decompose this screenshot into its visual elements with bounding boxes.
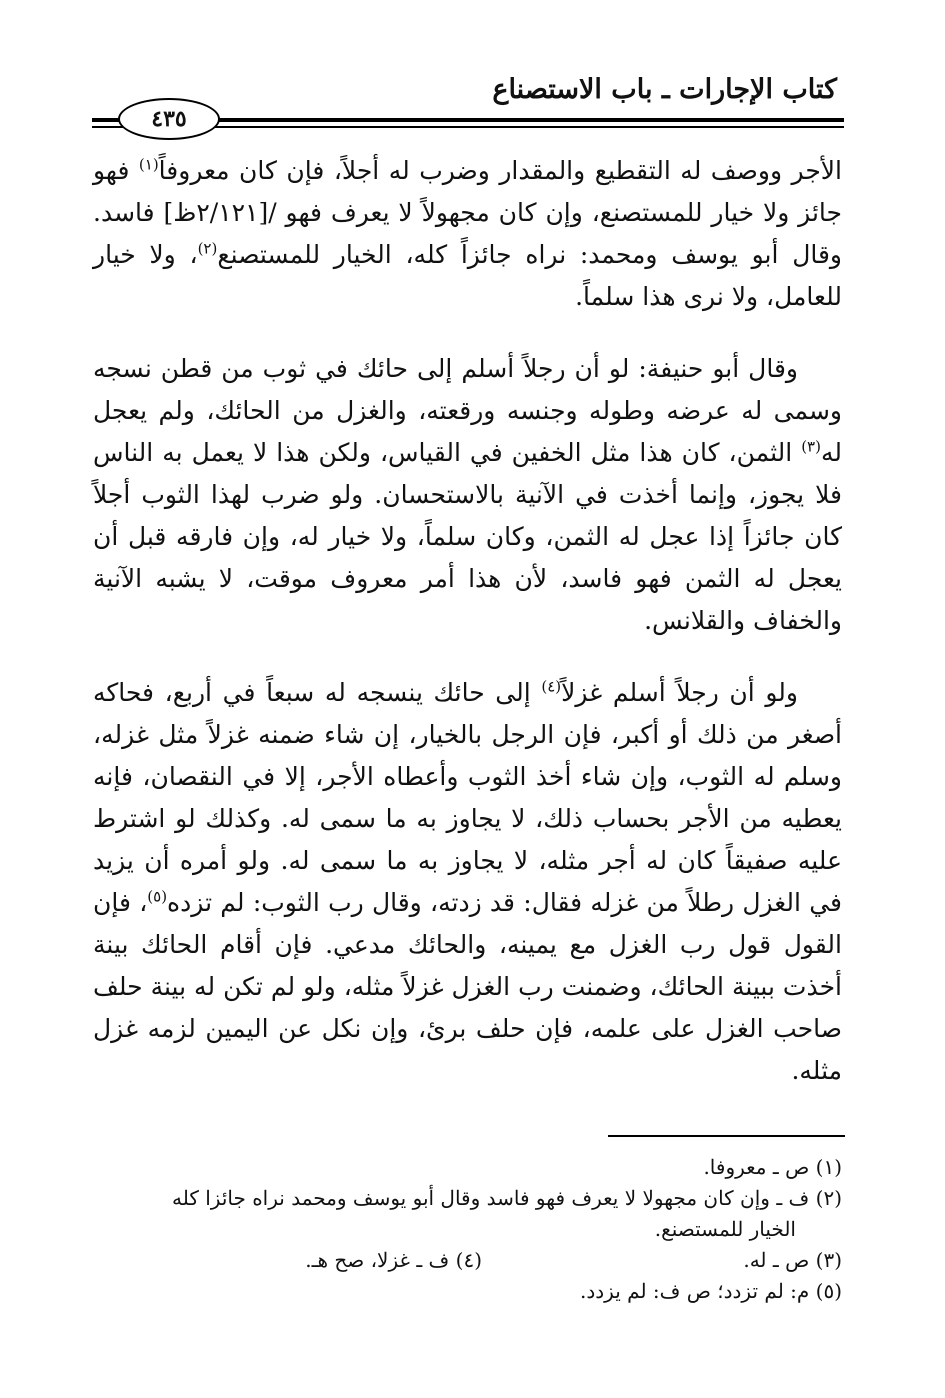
paragraph-text: ولو أن رجلاً أسلم غزلاً xyxy=(561,678,798,707)
footnote-4: (٤) ف ـ غزلا، صح هـ. xyxy=(305,1248,482,1272)
footnote-ref[interactable]: (٣) xyxy=(801,437,821,456)
footnote-ref[interactable]: (٢) xyxy=(197,239,218,258)
paragraph-text: ، فإن القول قول رب الغزل مع يمينه، والحائك مدعي. فإن أقام الحائك بينة أخذت ببينة الحائك، وضمنت رب الغزل غزلاً مثله، ولو لم تكن له بينة حلف صاحب الغزل على علمه، فإن حلف برئ، وإن نكل عن اليمين لزمه غزل مثله. xyxy=(93,888,842,1085)
paragraph-1 xyxy=(93,150,842,318)
running-header-title: كتاب الإجارات ـ باب الاستصناع xyxy=(492,74,837,105)
paragraph-2 xyxy=(93,348,842,642)
footnote-divider xyxy=(608,1135,845,1137)
main-text xyxy=(93,150,842,1122)
footnote-ref[interactable]: (١) xyxy=(138,155,159,174)
footnote-1: (١) ص ـ معروفا. xyxy=(703,1155,842,1179)
footnote-row xyxy=(93,1245,842,1276)
footnote-2-continuation: الخيار للمستصنع. xyxy=(654,1217,796,1241)
footnote-3: (٣) ص ـ له. xyxy=(743,1248,842,1272)
page-number-badge xyxy=(118,98,220,140)
paragraph-text: ، ولا خيار للعامل، ولا نرى هذا سلماً. xyxy=(93,240,842,311)
footnotes xyxy=(93,1152,842,1307)
footnote-ref[interactable]: (٤) xyxy=(541,677,562,696)
paragraph-3 xyxy=(93,672,842,1092)
footnote-ref[interactable]: (٥) xyxy=(147,887,168,906)
paragraph-text: الأجر ووصف له التقطيع والمقدار وضرب له أجلاً، فإن كان معروفاً xyxy=(158,156,842,185)
page-number: ٤٣٥ xyxy=(151,106,187,132)
paragraph-text: فهو جائز ولا خيار للمستصنع، وإن كان مجهولاً لا يعرف فهو /[٢/١٢١ظ] فاسد. وقال أبو يوسف ومحمد: نراه جائزاً كله، الخيار للمستصنع xyxy=(93,156,843,269)
paragraph-text: وقال أبو حنيفة: لو أن رجلاً أسلم إلى حائك في ثوب من قطن نسجه وسمى له عرضه وطوله وجنسه ورقعته، والغزل من الحائك، ولم يعجل له xyxy=(93,354,842,467)
paragraph-text: الثمن، كان هذا مثل الخفين في القياس، ولكن هذا لا يعمل به الناس فلا يجوز، وإنما أخذت في الآنية بالاستحسان. ولو ضرب لهذا الثوب أجلاً كان جائزاً إذا عجل له الثمن، وكان سلماً، ولا خيار له، وإن فارقه قبل أن يعجل له الثمن فهو فاسد، لأن هذا أمر معروف موقت، لا يشبه الآنية والخفاف والقلانس. xyxy=(93,438,842,635)
footnote-2: (٢) ف ـ وإن كان مجهولا لا يعرف فهو فاسد وقال أبو يوسف ومحمد نراه جائزا كله xyxy=(172,1186,842,1210)
paragraph-text: إلى حائك ينسجه له سبعاً في أربع، فحاكه أصغر من ذلك أو أكبر، فإن الرجل بالخيار، إن شاء ضمنه غزلاً مثل غزله، وسلم له الثوب، وإن شاء أخذ الثوب وأعطاه الأجر، إلا في النقصان، فإنه يعطيه من الأجر بحساب ذلك، لا يجاوز به ما سمى له. وكذلك لو اشترط عليه صفيقاً كان له أجر مثله، لا يجاوز به ما سمى له. ولو أمره أن يزيد في الغزل رطلاً من غزله فقال: قد زدته، وقال رب الثوب: لم تزده xyxy=(93,678,842,917)
footnote-5: (٥) م: لم تزدد؛ ص ف: لم يزدد. xyxy=(580,1279,842,1303)
